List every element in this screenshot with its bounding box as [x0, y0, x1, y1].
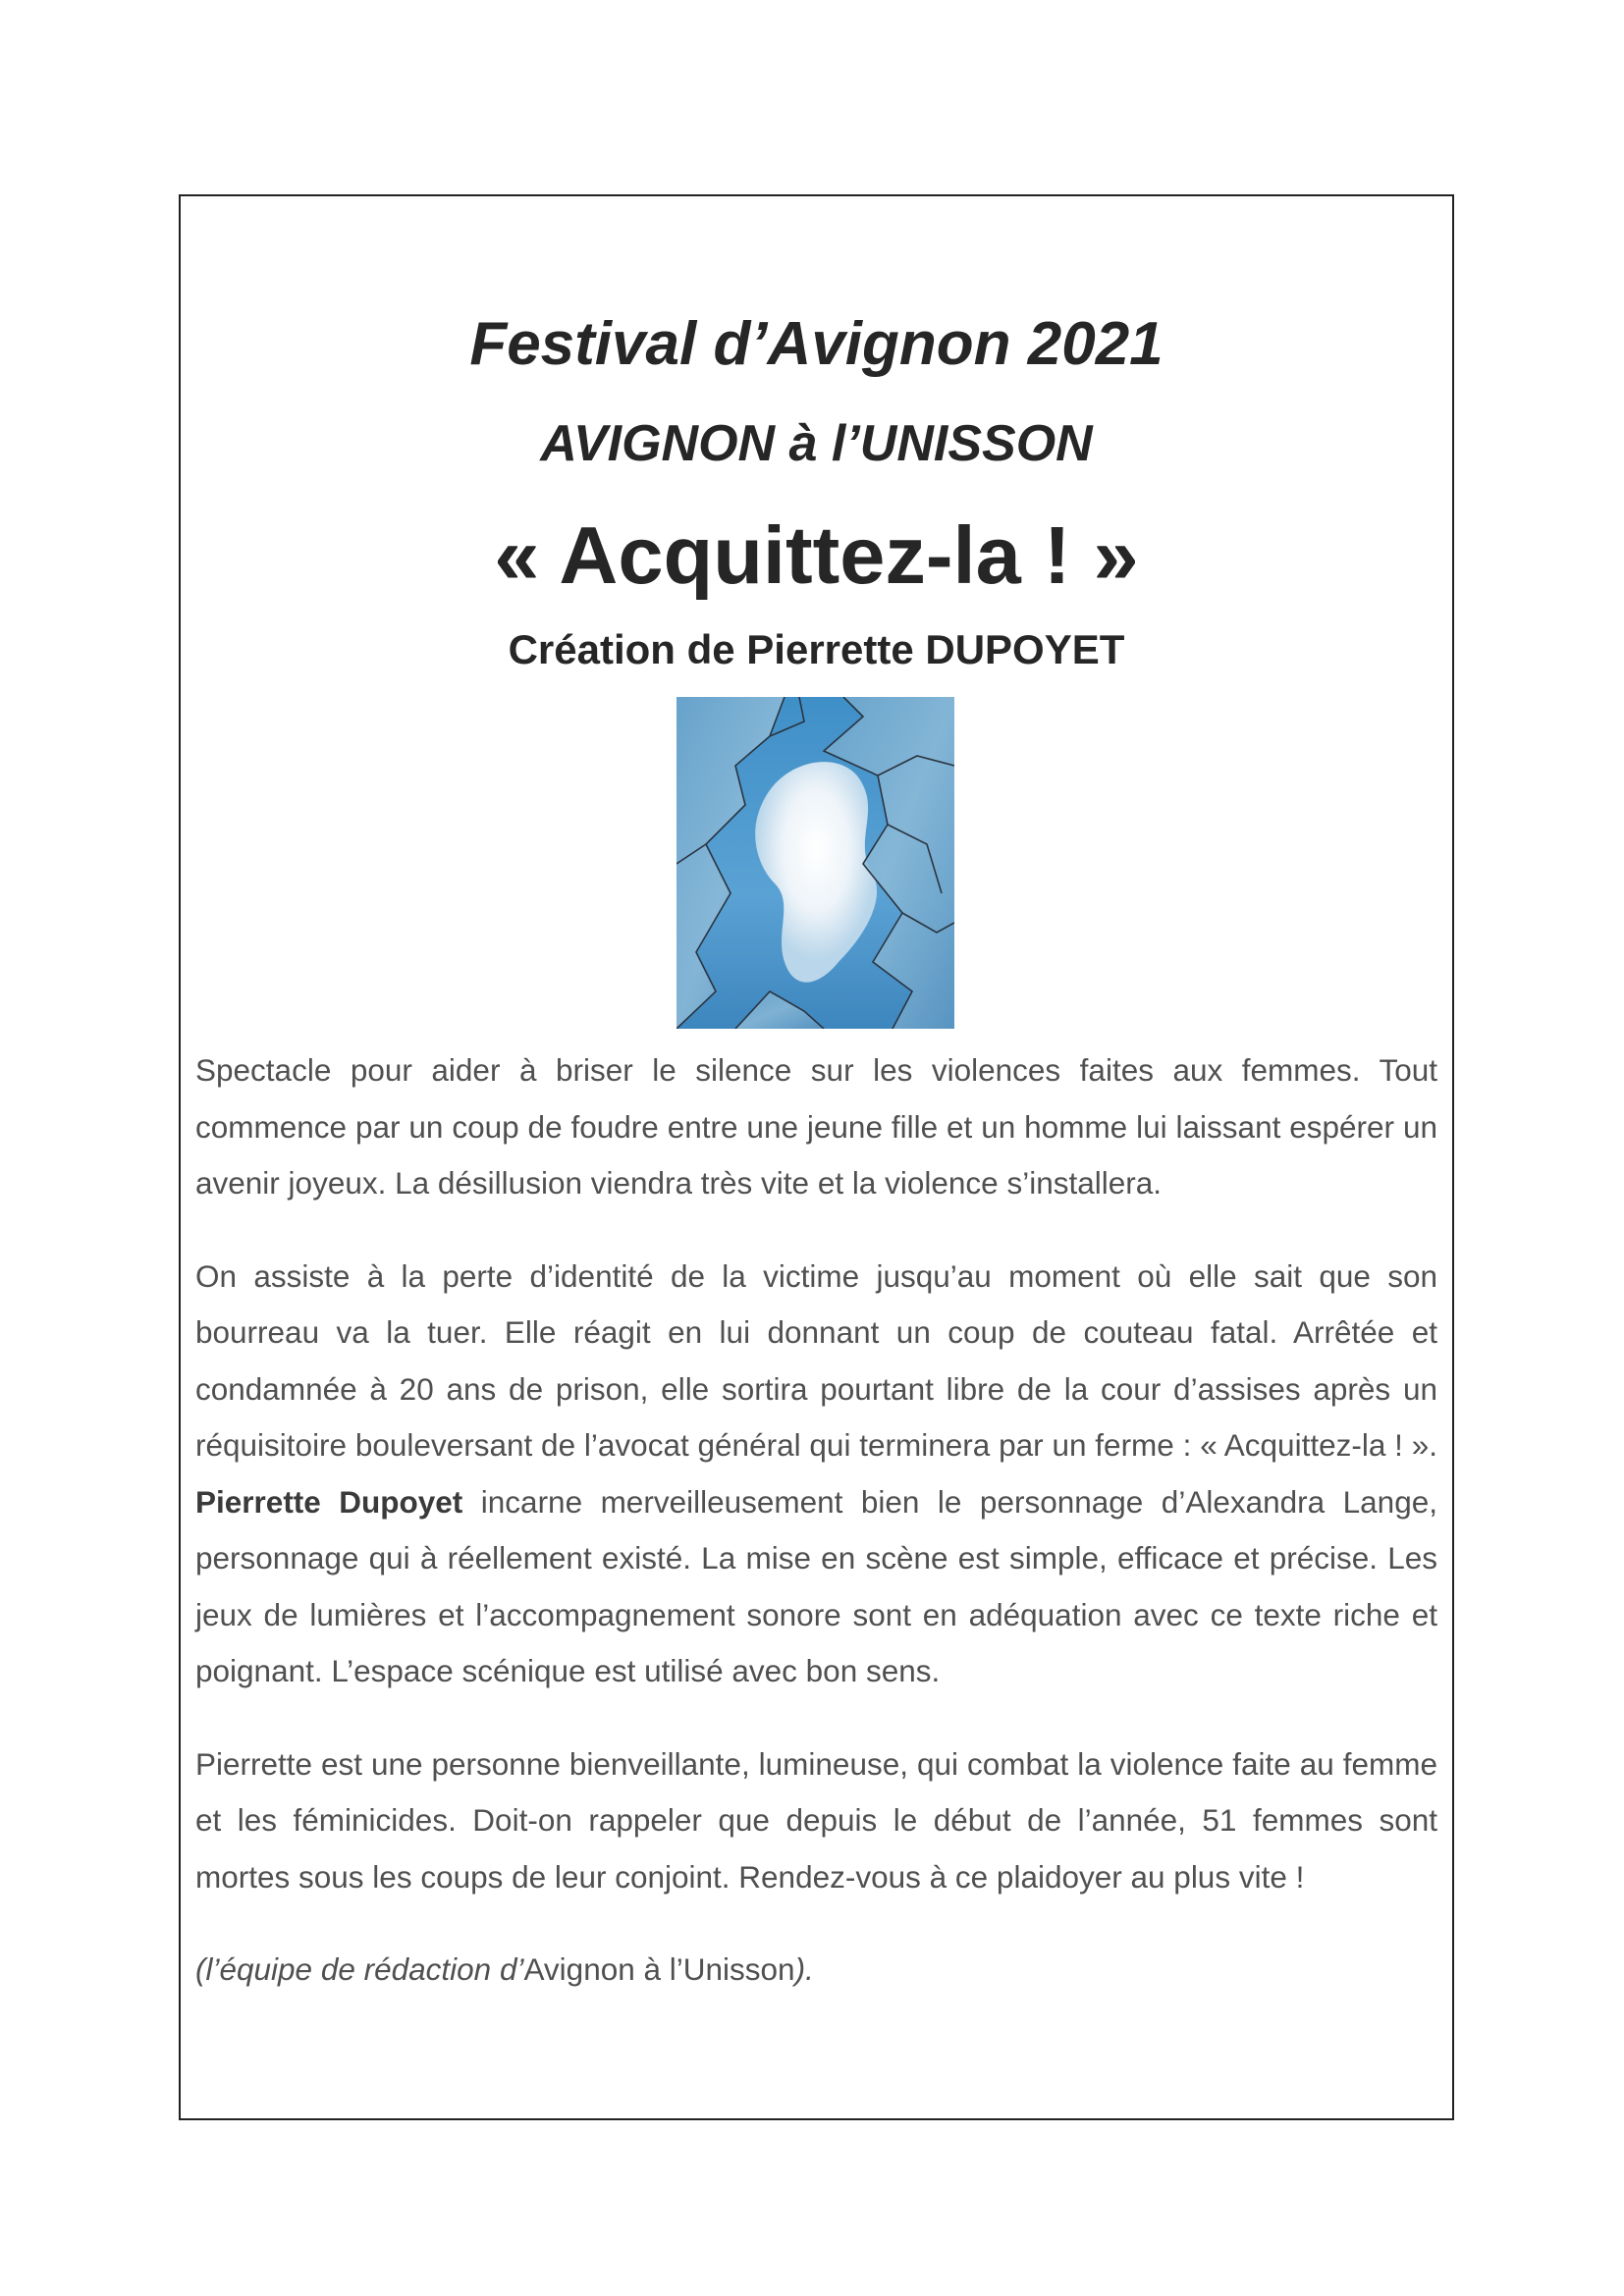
editorial-credit [195, 1942, 1437, 1999]
show-title: « Acquittez-la ! » [494, 509, 1139, 601]
actress-name: Pierrette Dupoyet [195, 1483, 463, 1520]
paragraph-story-part1: On assiste à la perte d’identité de la victime jusqu’au moment où elle sait que son bourreau va la tuer. Elle réagit en lui donnant un coup de couteau fatal. Arrêtée et condamnée à 20 ans de prison, elle sortira pourtant libre de la cour d’assises après un réquisitoire bouleversant de l’avocat général qui terminera par un ferme : « Acquittez-la ! ». [195, 1257, 1437, 1463]
article-frame [179, 194, 1454, 2120]
paragraph-story [195, 1249, 1437, 1700]
paragraph-story-part2: incarne merveilleusement bien le personnage d’Alexandra Lange, personnage qui à réellement existé. La mise en scène est simple, efficace et précise. Les jeux de lumières et l’accompagnement sonore sont en adéquation avec ce texte riche et poignant. L’espace scénique est utilisé avec bon sens. [195, 1483, 1437, 1688]
credit-open: (l’équipe de rédaction d’ [195, 1951, 524, 1987]
poster-image [677, 697, 954, 1029]
publication-name: AVIGNON à l’UNISSON [540, 415, 1093, 472]
festival-title: Festival d’Avignon 2021 [469, 310, 1164, 378]
article-body [195, 1042, 1437, 2035]
credit-name: Avignon à l’Unisson [523, 1951, 795, 1987]
paragraph-intro: Spectacle pour aider à briser le silence sur les violences faites aux femmes. Tout commence par un coup de foudre entre une jeune fille et un homme lui laissant espérer un avenir joyeux. La désillusion viendra très vite et la violence s’installera. [195, 1052, 1437, 1201]
credit-close: ). [794, 1951, 814, 1987]
paragraph-conclusion: Pierrette est une personne bienveillante, lumineuse, qui combat la violence faite au femme et les féminicides. Doit-on rappeler que depuis le début de l’année, 51 femmes sont mortes sous les coups de leur conjoint. Rendez-vous à ce plaidoyer au plus vite ! [195, 1745, 1437, 1895]
creation-credit: Création de Pierrette DUPOYET [508, 626, 1125, 672]
